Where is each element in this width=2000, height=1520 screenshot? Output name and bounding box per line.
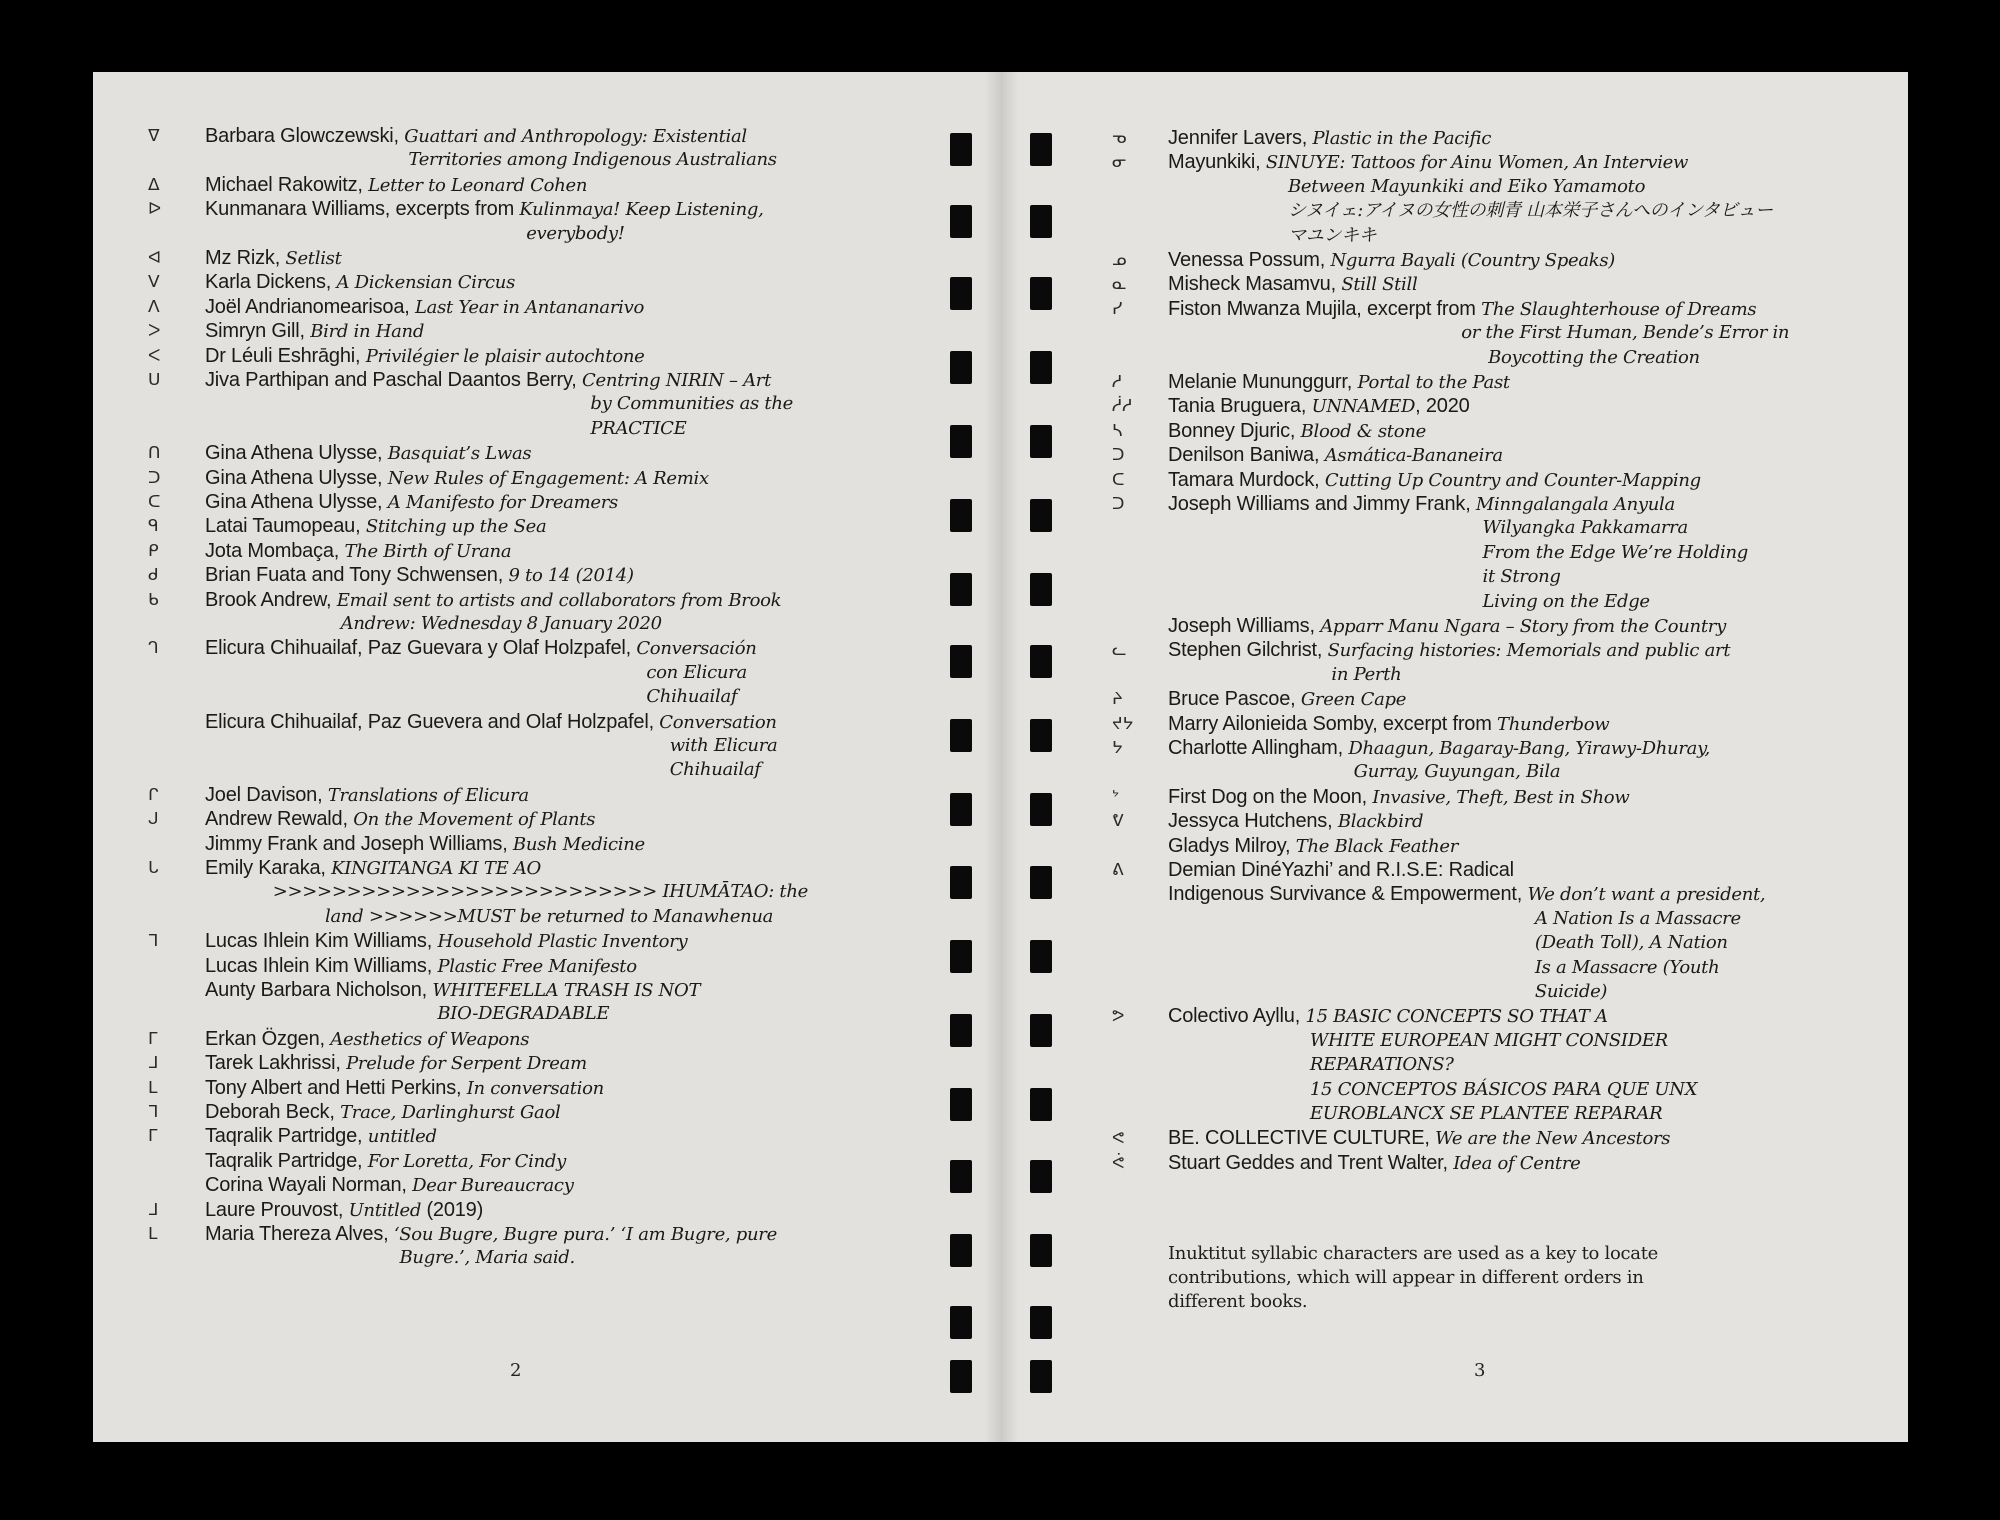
entry-author: Joseph Williams and Jimmy Frank,: [1168, 493, 1476, 515]
entry-title: SINUYE: Tattoos for Ainu Women, An Interview: [1265, 152, 1689, 174]
entry-title: Blood & stone: [1300, 420, 1426, 442]
entry-title-continuation: Chihuailaf: [669, 759, 761, 781]
syllabic-key-mark: ᒣ: [148, 1102, 159, 1122]
entry-title-suffix: (2019): [421, 1198, 484, 1221]
entry-title: 15 BASIC CONCEPTS SO THAT A: [1305, 1006, 1608, 1028]
binding-hole: [950, 719, 972, 752]
entry-author: First Dog on the Moon,: [1168, 785, 1373, 808]
syllabic-key-mark: ᒉ: [148, 638, 159, 659]
entry-title-continuation: シヌイェ:アイヌの女性の刺青 山本栄子さんへのインタビュー: [1288, 200, 1773, 222]
entry-title: Conversation: [659, 711, 777, 733]
page-number-right: 3: [1474, 1360, 1486, 1381]
entry-author: Gina Athena Ulysse,: [205, 442, 388, 465]
binding-hole: [1030, 1014, 1052, 1047]
binding-hole: [950, 645, 972, 678]
entry-author: Elicura Chihuailaf, Paz Guevara y Olaf Holzpafel,: [205, 637, 637, 660]
entry-author: Brian Fuata and Tony Schwensen,: [205, 564, 509, 587]
entry-title: Ngurra Bayali (Country Speaks): [1330, 250, 1616, 271]
syllabic-key-mark: ᓯ: [1112, 298, 1123, 319]
entry-author: Joel Davison,: [205, 783, 328, 806]
entry-title: Household Plastic Inventory: [437, 931, 688, 953]
entry-author: Fiston Mwanza Mujila, excerpt from: [1168, 297, 1482, 320]
entry-author: Venessa Possum,: [1168, 249, 1331, 271]
binding-hole: [950, 499, 972, 532]
entry-author: Latai Taumopeau,: [205, 515, 366, 538]
entry-author: Lucas Ihlein Kim Williams,: [205, 930, 438, 953]
syllabic-key-mark: ᑌ: [148, 370, 161, 390]
entry-author: Lucas Ihlein Kim Williams,: [205, 954, 438, 977]
entry-title-continuation: Bugre.’, Maria said.: [399, 1247, 575, 1269]
entry-title: Aesthetics of Weapons: [330, 1028, 530, 1050]
entry-author: Karla Dickens,: [205, 271, 337, 294]
entry-author: Joseph Williams,: [1168, 615, 1321, 637]
entry-author: Taqralik Partridge,: [205, 1149, 368, 1172]
syllabic-key-mark: ᔾ: [1112, 786, 1120, 807]
entry-author: Tony Albert and Hetti Perkins,: [205, 1076, 467, 1099]
entry-author: Indigenous Survivance & Empowerment,: [1168, 883, 1528, 906]
entry-author: Kunmanara Williams, excerpts from: [205, 198, 520, 221]
syllabic-key-mark: ᓇ: [1112, 274, 1127, 295]
entry-author: Dr Léuli Eshrāghi,: [205, 344, 366, 367]
syllabic-key-mark: ᒪ: [148, 1224, 158, 1244]
syllabic-key-mark: ᒋ: [148, 784, 159, 805]
syllabic-key-mark: ᒪ: [148, 1077, 158, 1098]
entry-title: The Black Feather: [1295, 835, 1459, 857]
entry-title: 9 to 14 (2014): [508, 565, 634, 587]
entry-title-continuation: with Elicura: [669, 734, 778, 756]
entry-title: A Dickensian Circus: [336, 272, 516, 294]
entry-author: Mayunkiki,: [1168, 151, 1266, 174]
entry-author: Tania Bruguera,: [1168, 395, 1312, 418]
entry-author: Jennifer Lavers,: [1168, 127, 1313, 149]
syllabic-key-mark: ᑐ: [148, 467, 161, 488]
syllabic-key-mark: ᕚ: [1112, 1152, 1125, 1173]
entry-author: Barbara Glowczewski,: [205, 125, 405, 147]
entry-author: Laure Prouvost,: [205, 1198, 349, 1221]
entry-title: Surfacing histories: Memorials and public art: [1327, 640, 1731, 662]
entry-author: Bonney Djuric,: [1168, 419, 1301, 442]
entry-author: Tarek Lakhrissi,: [205, 1052, 347, 1075]
syllabic-key-mark: ᔭ: [1112, 738, 1123, 758]
entry-title: Basquiat’s Lwas: [387, 443, 532, 465]
entry-author: Brook Andrew,: [205, 588, 337, 611]
syllabic-key-mark: ᕗ: [1112, 1006, 1125, 1027]
entry-title: Still Still: [1341, 274, 1418, 296]
entry-title: Untitled: [348, 1199, 422, 1221]
entry-title: Plastic Free Manifesto: [437, 955, 637, 977]
syllabic-key-mark: ᐯ: [148, 272, 160, 293]
entry-title: Stitching up the Sea: [365, 516, 547, 538]
entry-title-continuation: Between Mayunkiki and Eiko Yamamoto: [1288, 175, 1646, 197]
entry-author: Aunty Barbara Nicholson,: [205, 979, 433, 1001]
entry-title: Prelude for Serpent Dream: [346, 1053, 587, 1075]
entry-title: Minngalangala Anyula: [1475, 494, 1675, 515]
syllabic-key-mark: ᐁ: [148, 126, 160, 146]
syllabic-key-mark: ᑕ: [148, 492, 161, 512]
entry-title-continuation: Territories among Indigenous Australians: [408, 149, 777, 171]
syllabic-key-mark: ᑲ: [148, 589, 159, 610]
syllabic-key-mark: ᓲᓱ: [1112, 396, 1133, 417]
binding-holes-right: [1030, 0, 1052, 1520]
entry-author: Tamara Murdock,: [1168, 468, 1325, 491]
entry-title: Dear Bureaucracy: [412, 1175, 574, 1197]
entry-title: New Rules of Engagement: A Remix: [387, 467, 709, 489]
entry-author: Stephen Gilchrist,: [1168, 639, 1328, 662]
entry-title: Green Cape: [1300, 689, 1407, 711]
binding-hole: [950, 1306, 972, 1339]
entry-title: Dhaagun, Bagaray-Bang, Yirawy-Dhuray,: [1348, 738, 1710, 759]
binding-hole: [1030, 1306, 1052, 1339]
entry-author: Stuart Geddes and Trent Walter,: [1168, 1151, 1454, 1174]
note-line: different books.: [1168, 1291, 1308, 1312]
entry-author: Deborah Beck,: [205, 1101, 341, 1123]
entry-title: Thunderbow: [1497, 713, 1610, 735]
entry-author: Corina Wayali Norman,: [205, 1174, 413, 1197]
entry-title: Cutting Up Country and Counter-Mapping: [1324, 469, 1701, 491]
binding-hole: [1030, 573, 1052, 606]
binding-hole: [950, 277, 972, 310]
entry-title-continuation: (Death Toll), A Nation: [1534, 932, 1728, 954]
entry-author: Maria Thereza Alves,: [205, 1223, 394, 1245]
entry-title-continuation: Gurray, Guyungan, Bila: [1353, 761, 1561, 783]
entry-title: Plastic in the Pacific: [1312, 128, 1492, 149]
binding-hole: [950, 133, 972, 166]
syllabic-key-mark: ᑐ: [1112, 445, 1125, 466]
entry-author: Bruce Pascoe,: [1168, 688, 1301, 711]
syllabic-key-mark: ᑭ: [148, 540, 159, 561]
entry-title: We are the New Ancestors: [1435, 1128, 1671, 1150]
entry-title-continuation: マユンキキ: [1288, 224, 1377, 246]
syllabic-key-mark: ᓴ: [1112, 420, 1123, 441]
binding-hole: [1030, 940, 1052, 973]
binding-hole: [1030, 793, 1052, 826]
syllabic-key-mark: ᐳ: [148, 321, 161, 342]
syllabic-key-mark: ᐅ: [148, 199, 162, 220]
entry-author: Elicura Chihuailaf, Paz Guevera and Olaf Holzpafel,: [205, 710, 660, 733]
syllabic-key-mark: ᒧ: [148, 1053, 159, 1074]
binding-hole: [950, 1014, 972, 1047]
syllabic-key-mark: ᐸ: [148, 345, 161, 366]
syllabic-key-mark: ᓀ: [1112, 128, 1127, 148]
entry-title: We don’t want a president,: [1527, 884, 1766, 906]
binding-hole: [1030, 205, 1052, 238]
syllabic-key-mark: ᓚ: [1112, 640, 1127, 661]
entry-title: Guattari and Anthropology: Existential: [404, 126, 747, 147]
entry-title: Idea of Centre: [1453, 1152, 1581, 1174]
entry-title-continuation: Andrew: Wednesday 8 January 2020: [340, 612, 662, 634]
syllabic-key-note: [1168, 1242, 1658, 1314]
entry-title-continuation: A Nation Is a Massacre: [1534, 907, 1741, 929]
binding-hole: [950, 866, 972, 899]
binding-hole: [1030, 277, 1052, 310]
binding-hole: [950, 1088, 972, 1121]
entry-title: For Loretta, For Cindy: [367, 1150, 566, 1172]
entry-title: Invasive, Theft, Best in Show: [1372, 786, 1630, 808]
syllabic-key-mark: ᑯ: [148, 565, 159, 586]
page-number-left: 2: [510, 1360, 522, 1381]
entry-title: Last Year in Antananarivo: [414, 296, 645, 318]
entry-title: ‘Sou Bugre, Bugre pura.’ ‘I am Bugre, pure: [393, 1224, 777, 1245]
syllabic-key-mark: ᐱ: [148, 296, 160, 317]
binding-hole: [950, 940, 972, 973]
syllabic-key-mark: ᐊ: [148, 248, 162, 268]
binding-hole: [1030, 645, 1052, 678]
entry-title: The Slaughterhouse of Dreams: [1481, 298, 1757, 320]
binding-hole: [950, 793, 972, 826]
syllabic-key-mark: ᒐ: [148, 858, 159, 878]
entry-title: Letter to Leonard Cohen: [368, 174, 588, 196]
entry-title-continuation: From the Edge We’re Holding: [1482, 541, 1748, 563]
entry-author: Taqralik Partridge,: [205, 1125, 368, 1148]
entry-title-continuation: land >>>>>>MUST be returned to Manawhenua: [325, 905, 774, 927]
entry-title-continuation: everybody!: [526, 222, 625, 244]
entry-title: KINGITANGA KI TE AO: [331, 858, 542, 879]
entry-title: Blackbird: [1337, 811, 1424, 833]
binding-hole: [1030, 499, 1052, 532]
entry-title-continuation: WHITE EUROPEAN MIGHT CONSIDER: [1309, 1029, 1668, 1051]
syllabic-key-mark: ᑎ: [148, 443, 161, 464]
entry-author: Gladys Milroy,: [1168, 834, 1296, 857]
syllabic-key-mark: ᐃ: [148, 174, 160, 195]
book-gutter: [985, 72, 1019, 1442]
entry-title-continuation: or the First Human, Bende’s Error in: [1461, 322, 1790, 344]
binding-hole: [1030, 866, 1052, 899]
entry-title-continuation: BIO-DEGRADABLE: [437, 1003, 610, 1025]
binding-hole: [1030, 1088, 1052, 1121]
entry-title: In conversation: [466, 1077, 604, 1099]
entry-author: Michael Rakowitz,: [205, 173, 369, 196]
syllabic-key-mark: ᔨ: [1112, 689, 1123, 710]
binding-hole: [950, 1360, 972, 1393]
syllabic-key-mark: ᕕ: [1112, 860, 1124, 880]
entry-title-continuation: Boycotting the Creation: [1488, 346, 1700, 368]
entry-author: Jota Mombaça,: [205, 539, 345, 562]
entry-author: Emily Karaka,: [205, 857, 332, 879]
entry-title: On the Movement of Plants: [353, 809, 596, 831]
entry-title: Portal to the Past: [1357, 372, 1510, 393]
entry-title: The Birth of Urana: [344, 540, 512, 562]
entry-author: Misheck Masamvu,: [1168, 273, 1342, 296]
syllabic-key-mark: ᒥ: [148, 1126, 158, 1147]
syllabic-key-mark: ᑫ: [148, 516, 159, 537]
binding-hole: [1030, 351, 1052, 384]
binding-holes-left: [950, 0, 972, 1520]
entry-author: Jimmy Frank and Joseph Williams,: [205, 832, 513, 855]
entry-title: Translations of Elicura: [327, 784, 529, 806]
entry-title-continuation: Is a Massacre (Youth: [1534, 956, 1720, 978]
entry-title: Email sent to artists and collaborators from Brook: [336, 589, 782, 611]
entry-title: Privilégier le plaisir autochtone: [365, 345, 645, 367]
entry-author: Denilson Baniwa,: [1168, 444, 1325, 467]
entry-title-continuation: >>>>>>>>>>>>>>>>>>>>>>>>>> IHUMĀTAO: the: [272, 881, 808, 903]
entry-title-continuation: REPARATIONS?: [1309, 1054, 1454, 1076]
syllabic-key-mark: ᒥ: [148, 1028, 158, 1049]
binding-hole: [1030, 133, 1052, 166]
entry-title: UNNAMED: [1311, 396, 1416, 418]
entry-title: A Manifesto for Dreamers: [387, 492, 618, 513]
entry-author: Colectivo Ayllu,: [1168, 1005, 1306, 1028]
entry-author: Marry Ailonieida Somby, excerpt from: [1168, 712, 1498, 735]
entry-title: Kulinmaya! Keep Listening,: [519, 199, 764, 221]
entry-author: Demian DinéYazhi’ and R.I.S.E: Radical: [1168, 859, 1514, 881]
binding-hole: [1030, 1160, 1052, 1193]
syllabic-key-mark: ᔪᔭ: [1112, 713, 1134, 734]
syllabic-key-mark: ᑕ: [1112, 469, 1125, 490]
syllabic-key-mark: ᒧ: [148, 1199, 159, 1220]
entry-author: Charlotte Allingham,: [1168, 737, 1349, 759]
binding-hole: [1030, 719, 1052, 752]
binding-hole: [1030, 1360, 1052, 1393]
syllabic-key-mark: ᑐ: [1112, 494, 1125, 514]
syllabic-key-mark: ᕙ: [1112, 1128, 1125, 1149]
entry-title: Bird in Hand: [310, 321, 425, 343]
entry-title-continuation: Wilyangka Pakkamarra: [1482, 517, 1688, 539]
entry-title: Asmática-Bananeira: [1324, 445, 1503, 467]
entry-author: BE. COLLECTIVE CULTURE,: [1168, 1127, 1436, 1150]
entry-title-continuation: Living on the Edge: [1482, 590, 1650, 612]
entry-title-continuation: Suicide): [1534, 980, 1608, 1002]
syllabic-key-mark: ᓄ: [1112, 250, 1127, 270]
binding-hole: [950, 573, 972, 606]
binding-hole: [950, 1234, 972, 1267]
syllabic-key-mark: ᒣ: [148, 931, 159, 952]
syllabic-key-mark: ᒍ: [148, 809, 159, 830]
entry-author: Melanie Mununggurr,: [1168, 371, 1358, 393]
entry-author: Mz Rizk,: [205, 247, 286, 269]
note-line: Inuktitut syllabic characters are used as a key to locate: [1168, 1243, 1658, 1264]
entry-title: Conversación: [636, 638, 757, 660]
note-line: contributions, which will appear in different orders in: [1168, 1267, 1644, 1288]
entry-title-continuation: EUROBLANCX SE PLANTEE REPARAR: [1309, 1102, 1663, 1124]
entry-title-continuation: by Communities as the: [590, 393, 793, 415]
entry-author: Erkan Özgen,: [205, 1027, 331, 1050]
entry-title-continuation: PRACTICE: [590, 417, 687, 439]
entry-author: Joël Andrianomearisoa,: [205, 295, 415, 318]
entry-author: Jessyca Hutchens,: [1168, 810, 1338, 833]
entry-title-continuation: in Perth: [1331, 663, 1402, 685]
entry-title: WHITEFELLA TRASH IS NOT: [432, 980, 701, 1001]
entry-author: Gina Athena Ulysse,: [205, 491, 388, 513]
entry-author: Simryn Gill,: [205, 320, 311, 343]
syllabic-key-mark: ᓂ: [1112, 152, 1127, 173]
entry-title: Trace, Darlinghurst Gaol: [340, 1102, 561, 1123]
binding-hole: [1030, 1234, 1052, 1267]
entry-title-suffix: , 2020: [1415, 395, 1470, 418]
entry-title-continuation: Chihuailaf: [646, 686, 738, 708]
entry-title: Setlist: [285, 248, 342, 269]
entry-title: Bush Medicine: [512, 833, 645, 855]
entry-author: Gina Athena Ulysse,: [205, 466, 388, 489]
syllabic-key-mark: ᕓ: [1112, 811, 1124, 832]
entry-title: Centring NIRIN – Art: [582, 370, 772, 391]
entry-title: untitled: [367, 1126, 437, 1148]
binding-hole: [950, 351, 972, 384]
syllabic-key-mark: ᓱ: [1112, 372, 1123, 392]
entry-title-continuation: 15 CONCEPTOS BÁSICOS PARA QUE UNX: [1309, 1078, 1698, 1100]
entry-title-continuation: con Elicura: [646, 661, 747, 683]
binding-hole: [1030, 425, 1052, 458]
entry-author: Jiva Parthipan and Paschal Daantos Berry,: [205, 369, 582, 391]
entry-title-continuation: it Strong: [1482, 566, 1561, 588]
binding-hole: [950, 425, 972, 458]
binding-hole: [950, 205, 972, 238]
binding-hole: [950, 1160, 972, 1193]
entry-title: Apparr Manu Ngara – Story from the Country: [1320, 616, 1726, 637]
entry-author: Andrew Rewald,: [205, 808, 354, 831]
